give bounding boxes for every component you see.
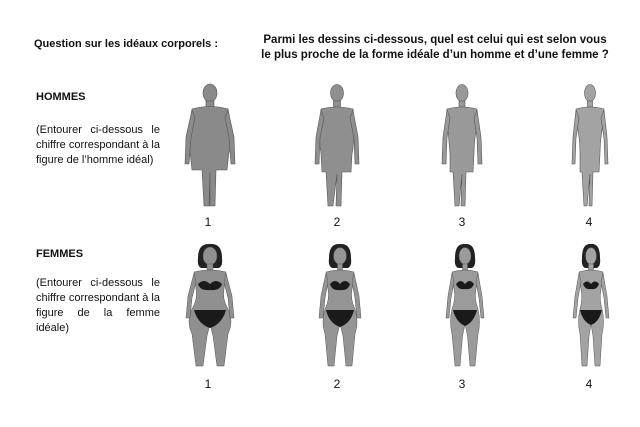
male-figure-3 [440, 82, 484, 210]
question-text [255, 33, 615, 63]
question-line-1: Parmi les dessins ci-dessous, quel est celui qui est selon vous [263, 34, 607, 46]
women-instruction: (Entourer ci-dessous le chiffre correspondant à la figure de la femme idéale) [36, 277, 160, 334]
page-title: Question sur les idéaux corporels : [34, 38, 218, 50]
men-section-label: HOMMES [36, 91, 86, 103]
women-option-2[interactable]: 2 [333, 377, 341, 391]
female-figure-4 [571, 244, 611, 370]
male-figure-1 [180, 82, 240, 210]
male-figure-4 [570, 82, 610, 210]
men-option-3[interactable]: 3 [458, 215, 466, 229]
male-figure-2 [312, 82, 362, 210]
women-section-label: FEMMES [36, 248, 84, 260]
women-option-4[interactable]: 4 [585, 377, 593, 391]
women-option-1[interactable]: 1 [204, 377, 212, 391]
men-instruction: (Entourer ci-dessous le chiffre correspondant à la figure de l’homme idéal) [36, 124, 160, 166]
women-option-3[interactable]: 3 [458, 377, 466, 391]
female-figure-2 [316, 244, 364, 370]
men-option-2[interactable]: 2 [333, 215, 341, 229]
men-option-1[interactable]: 1 [204, 215, 212, 229]
female-figure-3 [443, 244, 487, 370]
question-line-2: le plus proche de la forme idéale d’un homme et d’une femme ? [261, 49, 609, 61]
men-option-4[interactable]: 4 [585, 215, 593, 229]
female-figure-1 [182, 244, 238, 370]
